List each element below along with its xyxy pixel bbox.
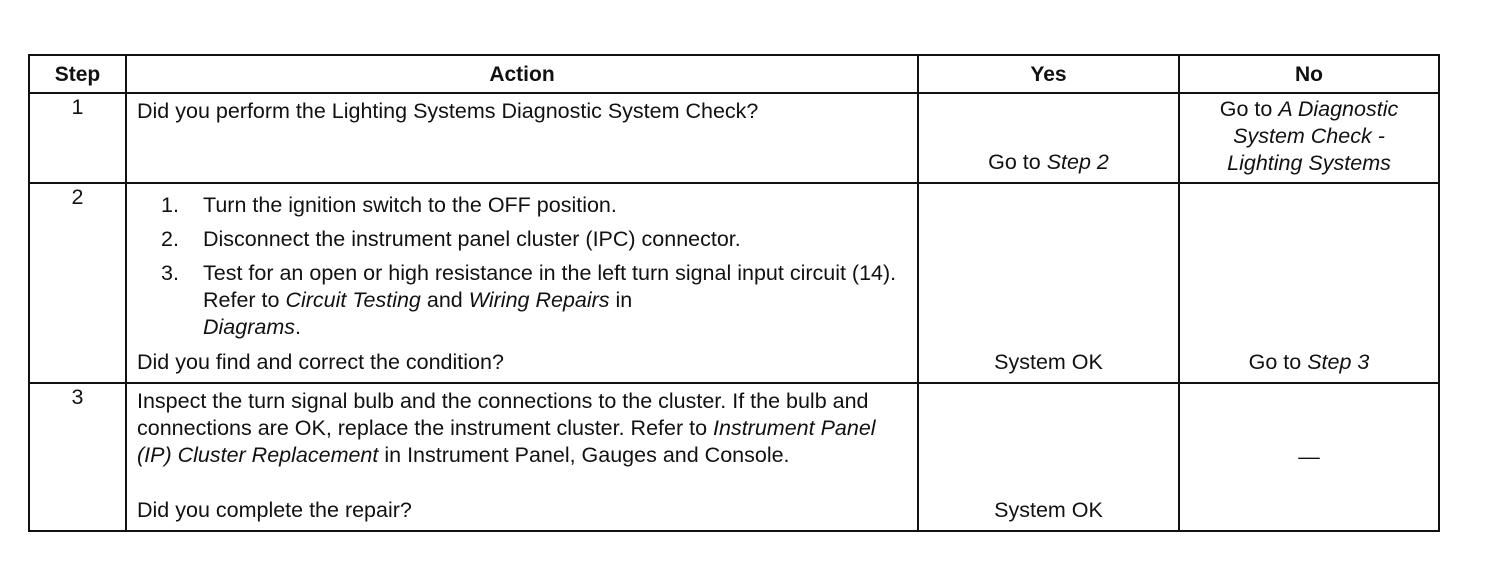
yes-cell (918, 183, 1179, 383)
action-question: Did you complete the repair? (137, 498, 412, 522)
action-steps-list (137, 192, 905, 341)
step-reference: Step 3 (1307, 350, 1370, 374)
header-action: Action (126, 55, 918, 93)
yes-result: Go to Step 2 (988, 150, 1109, 174)
list-item: 3. Test for an open or high resistance in the left turn signal input circuit (14). Refer to Circuit Testing and Wiring Repairs in Diagrams. (161, 261, 897, 339)
action-question: Did you find and correct the condition? (137, 350, 504, 374)
no-result: Go to A Diagnostic System Check - Lighting Systems (1219, 97, 1399, 175)
diagnostic-table (28, 54, 1440, 532)
step-reference: Step 2 (1046, 150, 1109, 174)
yes-cell (918, 383, 1179, 531)
list-item: 2. Disconnect the instrument panel cluster (IPC) connector. (161, 227, 741, 251)
circuit-testing-reference: Circuit Testing (285, 288, 421, 312)
yes-result: System OK (994, 498, 1103, 522)
action-cell (126, 183, 918, 383)
header-step: Step (29, 55, 126, 93)
action-question: Did you perform the Lighting Systems Diagnostic System Check? (137, 99, 759, 123)
no-cell (1179, 383, 1439, 531)
header-row (29, 55, 1439, 93)
table-row-step-3 (29, 383, 1439, 531)
ip-cluster-replacement-reference: Instrument Panel (IP) Cluster Replacement (137, 416, 876, 467)
no-result-dash: — (1298, 444, 1320, 469)
no-result: Go to Step 3 (1248, 350, 1370, 374)
wiring-repairs-reference: Wiring Repairs (468, 288, 610, 312)
step-number: 2 (29, 183, 126, 383)
header-no: No (1179, 55, 1439, 93)
step-number: 1 (29, 93, 126, 183)
yes-cell (918, 93, 1179, 183)
table-row-step-1 (29, 93, 1439, 183)
diagrams-reference: Diagrams (203, 315, 295, 339)
no-cell (1179, 183, 1439, 383)
header-yes: Yes (918, 55, 1179, 93)
no-cell (1179, 93, 1439, 183)
action-cell (126, 383, 918, 531)
yes-result: System OK (994, 350, 1103, 374)
action-cell (126, 93, 918, 183)
list-item: 1. Turn the ignition switch to the OFF position. (161, 193, 617, 217)
table-row-step-2 (29, 183, 1439, 383)
step-number: 3 (29, 383, 126, 531)
action-text: Inspect the turn signal bulb and the connections to the cluster. If the bulb and connections are OK, replace the instrument cluster. Refer to Instrument Panel (IP) Cluster Replacement in Instrument Panel, Gauges and Console. (137, 389, 876, 467)
